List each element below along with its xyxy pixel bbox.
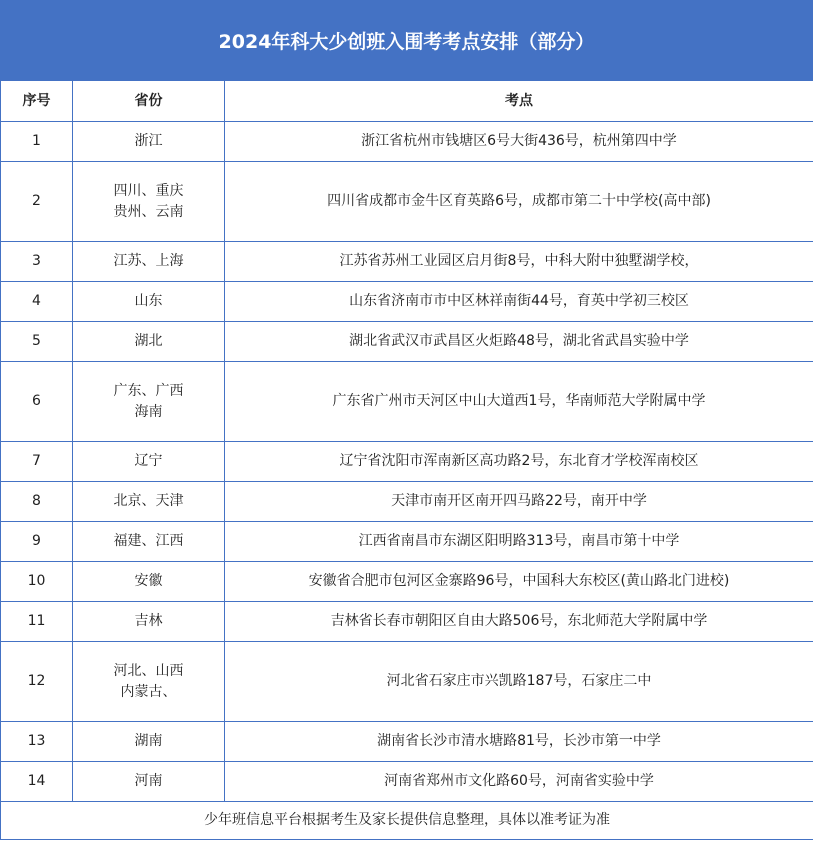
province-line: 湖北 xyxy=(134,333,163,349)
cell-index: 7 xyxy=(1,442,73,482)
cell-province xyxy=(73,242,225,282)
province-line: 福建、江西 xyxy=(113,533,184,549)
cell-site: 四川省成都市金牛区育英路6号，成都市第二十中学校(高中部) xyxy=(225,162,813,242)
cell-site: 山东省济南市市中区林祥南街44号，育英中学初三校区 xyxy=(225,282,813,322)
table-row xyxy=(1,522,813,562)
table-row xyxy=(1,482,813,522)
header-site: 考点 xyxy=(225,81,813,122)
cell-site: 江西省南昌市东湖区阳明路313号，南昌市第十中学 xyxy=(225,522,813,562)
cell-index: 6 xyxy=(1,362,73,442)
cell-site: 天津市南开区南开四马路22号，南开中学 xyxy=(225,482,813,522)
table-footer-row xyxy=(1,802,813,840)
footer-note: 少年班信息平台根据考生及家长提供信息整理，具体以准考证为准 xyxy=(1,802,813,840)
cell-index: 11 xyxy=(1,602,73,642)
cell-province xyxy=(73,442,225,482)
cell-site: 江苏省苏州工业园区启月街8号，中科大附中独墅湖学校， xyxy=(225,242,813,282)
cell-index: 4 xyxy=(1,282,73,322)
cell-site: 湖北省武汉市武昌区火炬路48号，湖北省武昌实验中学 xyxy=(225,322,813,362)
cell-index: 8 xyxy=(1,482,73,522)
province-line: 山东 xyxy=(134,293,163,309)
cell-index: 1 xyxy=(1,122,73,162)
cell-site: 湖南省长沙市清水塘路81号，长沙市第一中学 xyxy=(225,722,813,762)
cell-province xyxy=(73,282,225,322)
cell-index: 10 xyxy=(1,562,73,602)
header-index: 序号 xyxy=(1,81,73,122)
table-row xyxy=(1,642,813,722)
cell-site: 河南省郑州市文化路60号，河南省实验中学 xyxy=(225,762,813,802)
cell-province xyxy=(73,522,225,562)
cell-province xyxy=(73,562,225,602)
cell-province xyxy=(73,162,225,242)
table-body xyxy=(1,122,813,802)
cell-province xyxy=(73,722,225,762)
table-row xyxy=(1,282,813,322)
cell-site: 安徽省合肥市包河区金寨路96号，中国科大东校区(黄山路北门进校) xyxy=(225,562,813,602)
cell-index: 5 xyxy=(1,322,73,362)
province-line: 海南 xyxy=(134,403,163,420)
cell-province xyxy=(73,482,225,522)
table-row xyxy=(1,362,813,442)
province-line: 河南 xyxy=(134,773,163,789)
cell-index: 2 xyxy=(1,162,73,242)
cell-province xyxy=(73,762,225,802)
table-row xyxy=(1,562,813,602)
cell-province xyxy=(73,122,225,162)
cell-index: 3 xyxy=(1,242,73,282)
cell-site: 广东省广州市天河区中山大道西1号，华南师范大学附属中学 xyxy=(225,362,813,442)
cell-site: 河北省石家庄市兴凯路187号，石家庄二中 xyxy=(225,642,813,722)
cell-province xyxy=(73,362,225,442)
exam-site-table xyxy=(0,80,813,840)
province-line: 广东、广西 xyxy=(113,382,184,399)
cell-index: 12 xyxy=(1,642,73,722)
table-row xyxy=(1,162,813,242)
province-line: 辽宁 xyxy=(134,453,163,469)
province-line: 四川、重庆 xyxy=(113,182,184,199)
cell-province xyxy=(73,602,225,642)
table-row xyxy=(1,242,813,282)
table-row xyxy=(1,322,813,362)
table-row xyxy=(1,442,813,482)
cell-province xyxy=(73,642,225,722)
page-title: 2024年科大少创班入围考考点安排（部分） xyxy=(0,0,813,80)
province-line: 江苏、上海 xyxy=(113,253,184,269)
table-row xyxy=(1,602,813,642)
table-row xyxy=(1,722,813,762)
province-line: 湖南 xyxy=(134,733,163,749)
province-line: 河北、山西 xyxy=(113,662,184,679)
cell-site: 吉林省长春市朝阳区自由大路506号，东北师范大学附属中学 xyxy=(225,602,813,642)
province-line: 北京、天津 xyxy=(113,493,184,509)
province-line: 安徽 xyxy=(134,573,163,589)
cell-index: 14 xyxy=(1,762,73,802)
province-line: 贵州、云南 xyxy=(113,203,184,220)
cell-site: 浙江省杭州市钱塘区6号大街436号，杭州第四中学 xyxy=(225,122,813,162)
province-line: 吉林 xyxy=(134,613,163,629)
province-line: 浙江 xyxy=(134,133,163,149)
table-row xyxy=(1,122,813,162)
table-row xyxy=(1,762,813,802)
province-line: 内蒙古、 xyxy=(120,683,177,700)
header-province: 省份 xyxy=(73,81,225,122)
cell-province xyxy=(73,322,225,362)
cell-index: 9 xyxy=(1,522,73,562)
cell-index: 13 xyxy=(1,722,73,762)
cell-site: 辽宁省沈阳市浑南新区高功路2号，东北育才学校浑南校区 xyxy=(225,442,813,482)
table-header-row xyxy=(1,81,813,122)
